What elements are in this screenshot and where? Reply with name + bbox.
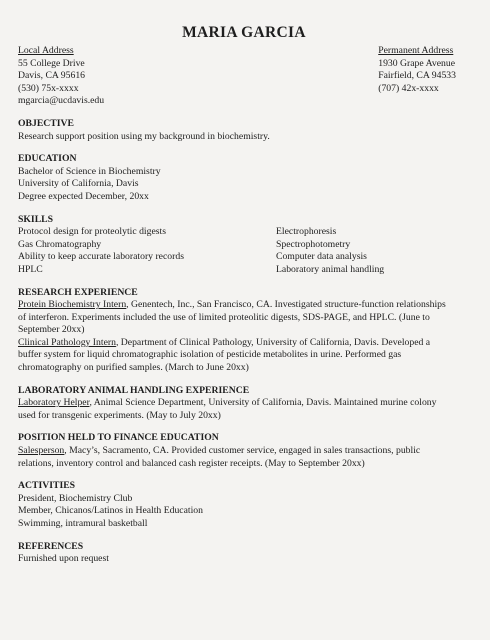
permanent-address-label: Permanent Address	[378, 45, 454, 56]
activity-item: President, Biochemistry Club	[18, 492, 133, 504]
email: mgarcia@ucdavis.edu	[18, 95, 105, 107]
entry-text: , Department of Clinical Pathology, University of California, Davis. Developed a	[115, 336, 431, 348]
local-phone: (530) 75x-xxxx	[18, 82, 79, 94]
entry-text: September 20xx)	[18, 324, 85, 336]
research-experience-section	[18, 287, 470, 375]
entry-text: , Macy’s, Sacramento, CA. Provided customer service, engaged in sales transactions, public	[64, 445, 421, 457]
lab-animal-section	[18, 385, 470, 423]
skill-item: Laboratory animal handling	[276, 263, 385, 275]
references-text: Furnished upon request	[18, 553, 109, 565]
section-heading: LABORATORY ANIMAL HANDLING EXPERIENCE	[18, 384, 250, 396]
education-line: Degree expected December, 20xx	[18, 190, 149, 202]
section-heading: REFERENCES	[18, 540, 84, 552]
entry-text: relations, inventory control and balanced cash register receipts. (May to September 20xx)	[18, 457, 365, 469]
activity-item: Swimming, intramural basketball	[18, 518, 148, 529]
entry-text: used for transgenic experiments. (May to July 20xx)	[18, 409, 221, 421]
education-line: Bachelor of Science in Biochemistry	[18, 165, 161, 177]
entry-text: , Genentech, Inc., San Francisco, CA. Investigated structure-function relationships	[126, 299, 446, 311]
job-title: Clinical Pathology Intern	[18, 336, 116, 348]
activities-section	[18, 480, 470, 530]
skill-item: Gas Chromatography	[18, 238, 102, 250]
local-address-line: Davis, CA 95616	[18, 70, 86, 82]
skills-right-column	[276, 226, 384, 276]
section-heading: RESEARCH EXPERIENCE	[18, 286, 138, 298]
permanent-address-line: Fairfield, CA 94533	[378, 70, 456, 82]
entry-text: of interferon. Experiments included the use of limited proteolitic digests, SDS-PAGE, and HPLC. (June to	[18, 311, 430, 323]
education-line: University of California, Davis	[18, 178, 139, 190]
job-title: Protein Biochemistry Intern	[18, 299, 127, 311]
skill-item: Ability to keep accurate laboratory records	[18, 251, 184, 263]
applicant-name: MARIA GARCIA	[182, 24, 306, 41]
objective-text: Research support position using my background in biochemistry.	[18, 130, 270, 142]
experience-entry	[18, 337, 470, 375]
experience-entry	[18, 299, 470, 337]
section-heading: EDUCATION	[18, 153, 77, 165]
entry-text: buffer system for liquid chromatographic isolation of pesticide metabolites in urine. Performed gas	[18, 349, 402, 361]
skill-item: Spectrophotometry	[276, 238, 351, 250]
permanent-phone: (707) 42x-xxxx	[378, 82, 439, 94]
skills-left-column	[18, 226, 276, 276]
entry-text: chromatography on purified samples. (March to June 20xx)	[18, 362, 249, 374]
skills-section	[18, 214, 470, 277]
local-address-line: 55 College Drive	[18, 57, 85, 69]
objective-section	[18, 118, 470, 143]
references-section	[18, 541, 470, 566]
local-address-label: Local Address	[18, 45, 74, 56]
address-block	[18, 45, 470, 108]
skill-item: Computer data analysis	[276, 251, 367, 263]
section-heading: OBJECTIVE	[18, 117, 74, 129]
education-section	[18, 153, 470, 203]
finance-section	[18, 432, 470, 470]
job-title: Salesperson	[18, 445, 65, 457]
skill-item: Protocol design for proteolytic digests	[18, 226, 166, 238]
section-heading: SKILLS	[18, 213, 54, 225]
skill-item: HPLC	[18, 263, 43, 275]
local-address	[18, 45, 104, 108]
entry-text: , Animal Science Department, University of California, Davis. Maintained murine colony	[89, 397, 437, 409]
permanent-address	[378, 45, 470, 108]
activity-item: Member, Chicanos/Latinos in Health Education	[18, 505, 203, 517]
skills-columns	[18, 226, 470, 276]
permanent-address-line: 1930 Grape Avenue	[378, 57, 455, 69]
skill-item: Electrophoresis	[276, 226, 337, 238]
section-heading: POSITION HELD TO FINANCE EDUCATION	[18, 432, 219, 444]
job-title: Laboratory Helper	[18, 397, 90, 409]
section-heading: ACTIVITIES	[18, 480, 76, 492]
